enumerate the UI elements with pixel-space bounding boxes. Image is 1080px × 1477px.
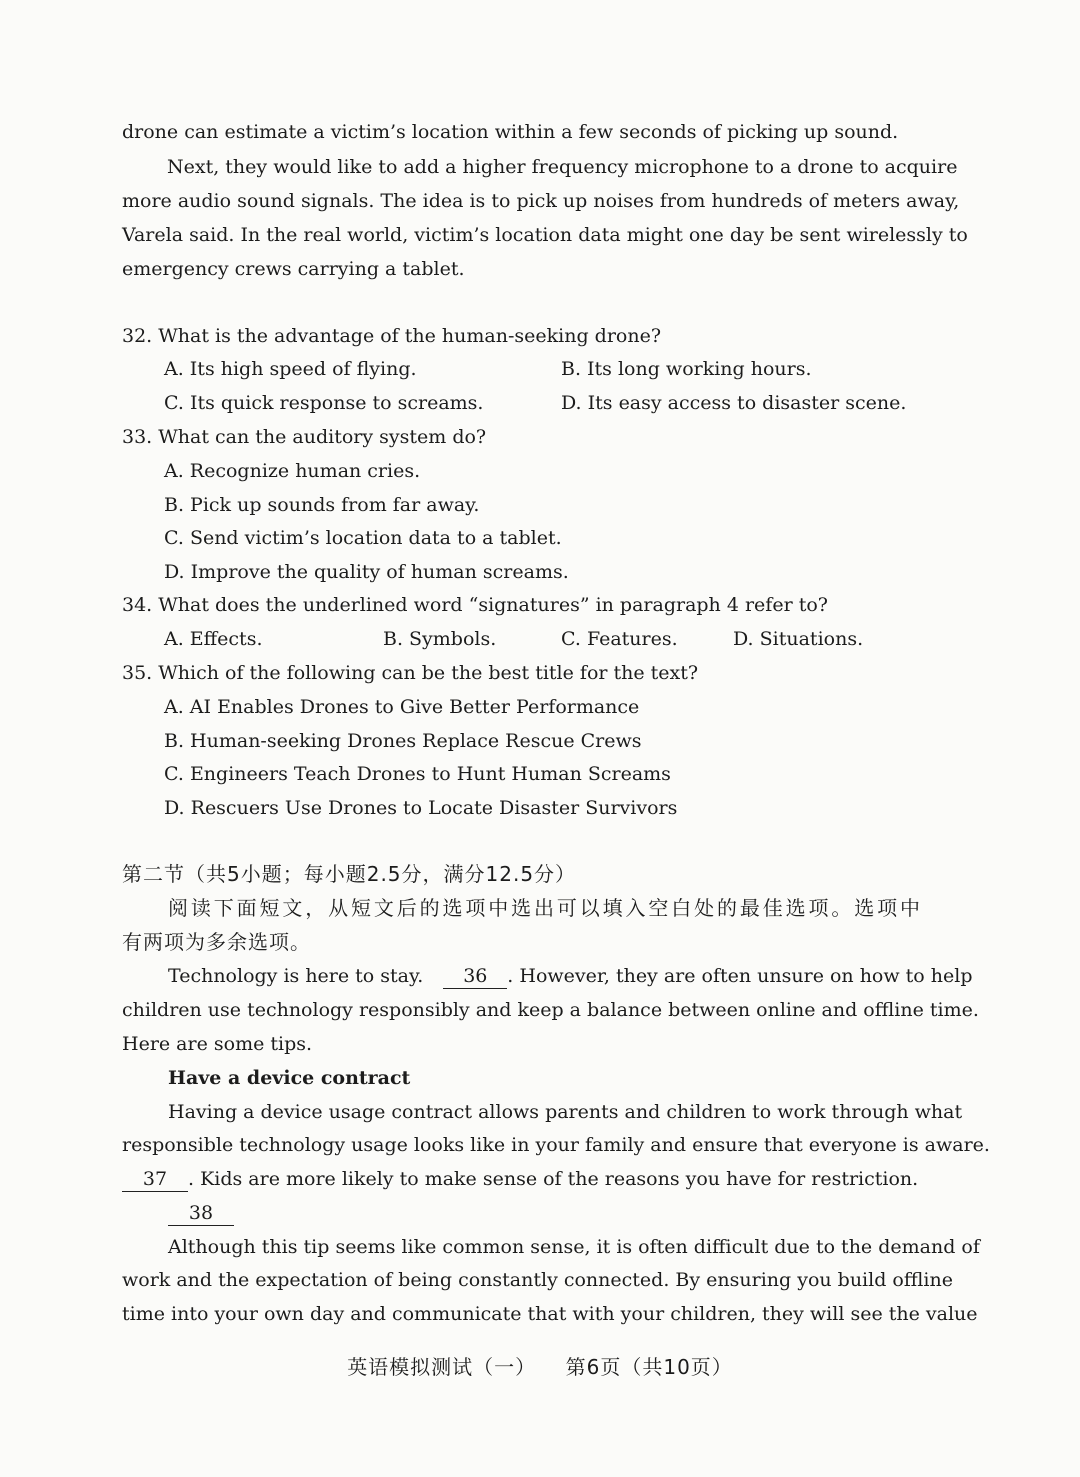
question-33-option-c[interactable]: C. Send victim’s location data to a tablet. xyxy=(164,527,562,549)
question-34-option-d[interactable]: D. Situations. xyxy=(733,628,864,650)
question-35-option-c[interactable]: C. Engineers Teach Drones to Hunt Human Screams xyxy=(164,763,671,785)
passage-line: Varela said. In the real world, victim’s location data might one day be sent wirelessly to xyxy=(122,224,968,246)
question-34-option-c[interactable]: C. Features. xyxy=(561,628,678,650)
question-34-option-a[interactable]: A. Effects. xyxy=(164,628,263,650)
question-32-option-c[interactable]: C. Its quick response to screams. xyxy=(164,392,484,414)
passage-line: emergency crews carrying a tablet. xyxy=(122,258,465,280)
passage2-line xyxy=(168,964,973,989)
passage2-line: children use technology responsibly and keep a balance between online and offline time. xyxy=(122,999,979,1021)
passage2-line xyxy=(168,1201,234,1226)
question-35-option-d[interactable]: D. Rescuers Use Drones to Locate Disaster Survivors xyxy=(164,797,678,819)
passage2-line: time into your own day and communicate that with your children, they will see the value xyxy=(122,1303,978,1325)
question-32-option-b[interactable]: B. Its long working hours. xyxy=(561,358,812,380)
passage2-line: Having a device usage contract allows parents and children to work through what xyxy=(168,1101,963,1123)
question-35-option-a[interactable]: A. AI Enables Drones to Give Better Performance xyxy=(164,696,640,718)
question-33-option-d[interactable]: D. Improve the quality of human screams. xyxy=(164,561,569,583)
passage2-line xyxy=(122,1167,918,1192)
passage2-text: Technology is here to stay. xyxy=(168,965,424,987)
question-33-option-a[interactable]: A. Recognize human cries. xyxy=(164,460,421,482)
blank-36[interactable]: 36 xyxy=(443,964,507,989)
question-34-stem: 34. What does the underlined word “signatures” in paragraph 4 refer to? xyxy=(122,594,828,616)
passage-line: more audio sound signals. The idea is to pick up noises from hundreds of meters away, xyxy=(122,190,960,212)
blank-38[interactable]: 38 xyxy=(168,1201,234,1226)
passage2-line: work and the expectation of being constantly connected. By ensuring you build offline xyxy=(122,1269,953,1291)
question-35-option-b[interactable]: B. Human-seeking Drones Replace Rescue Crews xyxy=(164,730,642,752)
page-footer: 英语模拟测试（一） 第6页（共10页） xyxy=(347,1355,733,1379)
section-heading: 第二节（共5小题；每小题2.5分，满分12.5分） xyxy=(122,862,577,886)
question-32-option-d[interactable]: D. Its easy access to disaster scene. xyxy=(561,392,907,414)
passage-line: Next, they would like to add a higher frequency microphone to a drone to acquire xyxy=(167,156,958,178)
tip-subheading: Have a device contract xyxy=(168,1067,411,1089)
passage2-text: . Kids are more likely to make sense of the reasons you have for restriction. xyxy=(188,1168,919,1190)
question-32-option-a[interactable]: A. Its high speed of flying. xyxy=(164,358,417,380)
section-instruction: 阅读下面短文，从短文后的选项中选出可以填入空白处的最佳选项。选项中 xyxy=(168,896,920,920)
question-33-option-b[interactable]: B. Pick up sounds from far away. xyxy=(164,494,480,516)
question-32-stem: 32. What is the advantage of the human-seeking drone? xyxy=(122,325,662,347)
blank-37[interactable]: 37 xyxy=(122,1167,188,1192)
passage2-line: Here are some tips. xyxy=(122,1033,313,1055)
question-34-option-b[interactable]: B. Symbols. xyxy=(383,628,497,650)
question-35-stem: 35. Which of the following can be the best title for the text? xyxy=(122,662,699,684)
passage2-text: . However, they are often unsure on how to help xyxy=(507,965,973,987)
passage2-line: Although this tip seems like common sense, it is often difficult due to the demand of xyxy=(168,1236,980,1258)
question-34-options xyxy=(0,627,1080,651)
passage2-line: responsible technology usage looks like in your family and ensure that everyone is aware. xyxy=(122,1134,990,1156)
question-33-stem: 33. What can the auditory system do? xyxy=(122,426,487,448)
section-instruction: 有两项为多余选项。 xyxy=(122,930,311,954)
passage-line: drone can estimate a victim’s location within a few seconds of picking up sound. xyxy=(122,121,899,143)
